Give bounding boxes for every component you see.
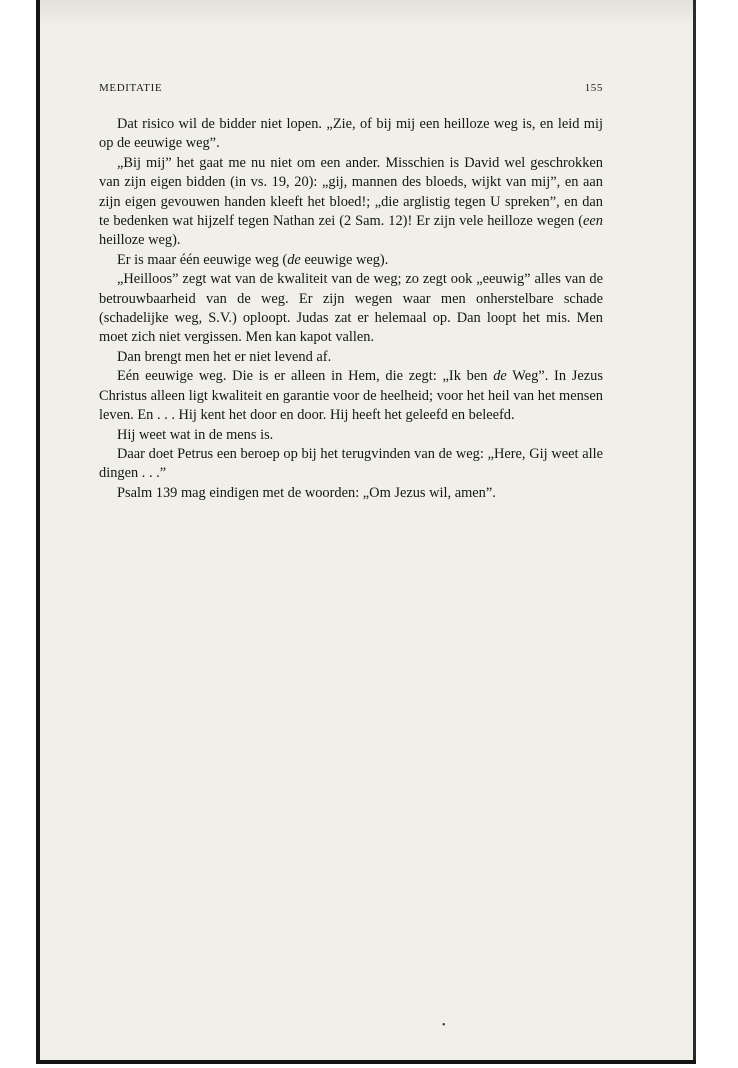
running-head bbox=[99, 82, 603, 94]
paragraph bbox=[99, 348, 603, 367]
section-title: MEDITATIE bbox=[99, 82, 163, 94]
page-number: 155 bbox=[584, 82, 603, 94]
book-page bbox=[36, 0, 696, 1064]
text-run: Dan brengt men het er niet levend af. bbox=[117, 348, 332, 365]
text-run: „Bij mij” het gaat me nu niet om een ander. Misschien is David wel geschrokken van zijn eigen bidden (in vs. 19, 20): „gij, mannen des bloeds, wijkt van mij”, en aan zijn eigen gevouwen handen kleeft het bloed!; „die arglistig tegen U spreken”, en dan te bedenken wat hijzelf tegen Nathan zei (2 Sam. 12)! Er zijn vele heilloze wegen ( bbox=[99, 154, 603, 230]
paragraph bbox=[99, 270, 603, 348]
paragraph bbox=[99, 115, 603, 154]
body-text bbox=[99, 115, 603, 503]
text-run: Dat risico wil de bidder niet lopen. „Zie, of bij mij een heilloze weg is, en leid mij op de eeuwige weg”. bbox=[99, 116, 603, 152]
footer-mark: • bbox=[442, 1020, 446, 1031]
text-run: eeuwige weg). bbox=[300, 251, 389, 268]
italic-text: de bbox=[493, 368, 507, 385]
text-run: „Heilloos” zegt wat van de kwaliteit van de weg; zo zegt ook „eeuwig” alles van de betrouwbaarheid van de weg. Er zijn wegen waar men onherstelbare schade (schadelijke weg, S.V.) oploopt. Judas zat er helemaal op. Dan loopt het mis. Men moet zich niet vergissen. Men kan kapot vallen. bbox=[99, 271, 603, 346]
page-right-edge bbox=[693, 0, 696, 1060]
paragraph bbox=[99, 367, 603, 425]
text-run: heilloze weg). bbox=[99, 232, 181, 249]
italic-text: de bbox=[287, 251, 301, 268]
text-run: Eén eeuwige weg. Die is er alleen in Hem, die zegt: „Ik ben bbox=[117, 368, 494, 385]
text-run: Psalm 139 mag eindigen met de woorden: „Om Jezus wil, amen”. bbox=[117, 484, 496, 501]
text-run: Hij weet wat in de mens is. bbox=[117, 426, 274, 443]
italic-text: een bbox=[583, 213, 603, 230]
text-run: Weg”. In Jezus Christus alleen ligt kwaliteit en garantie voor de heelheid; voor het heil van het mensen leven. En . . . Hij kent het door en door. Hij heeft het geleefd en beleefd. bbox=[99, 368, 603, 424]
paragraph bbox=[99, 154, 603, 251]
paragraph bbox=[99, 445, 603, 484]
paragraph bbox=[99, 484, 603, 503]
text-run: Er is maar één eeuwige weg ( bbox=[117, 251, 288, 268]
text-run: Daar doet Petrus een beroep op bij het terugvinden van de weg: „Here, Gij weet alle dingen . . .” bbox=[99, 445, 603, 482]
paragraph bbox=[99, 426, 603, 445]
paragraph bbox=[99, 251, 603, 270]
page-top-shadow bbox=[40, 0, 696, 26]
